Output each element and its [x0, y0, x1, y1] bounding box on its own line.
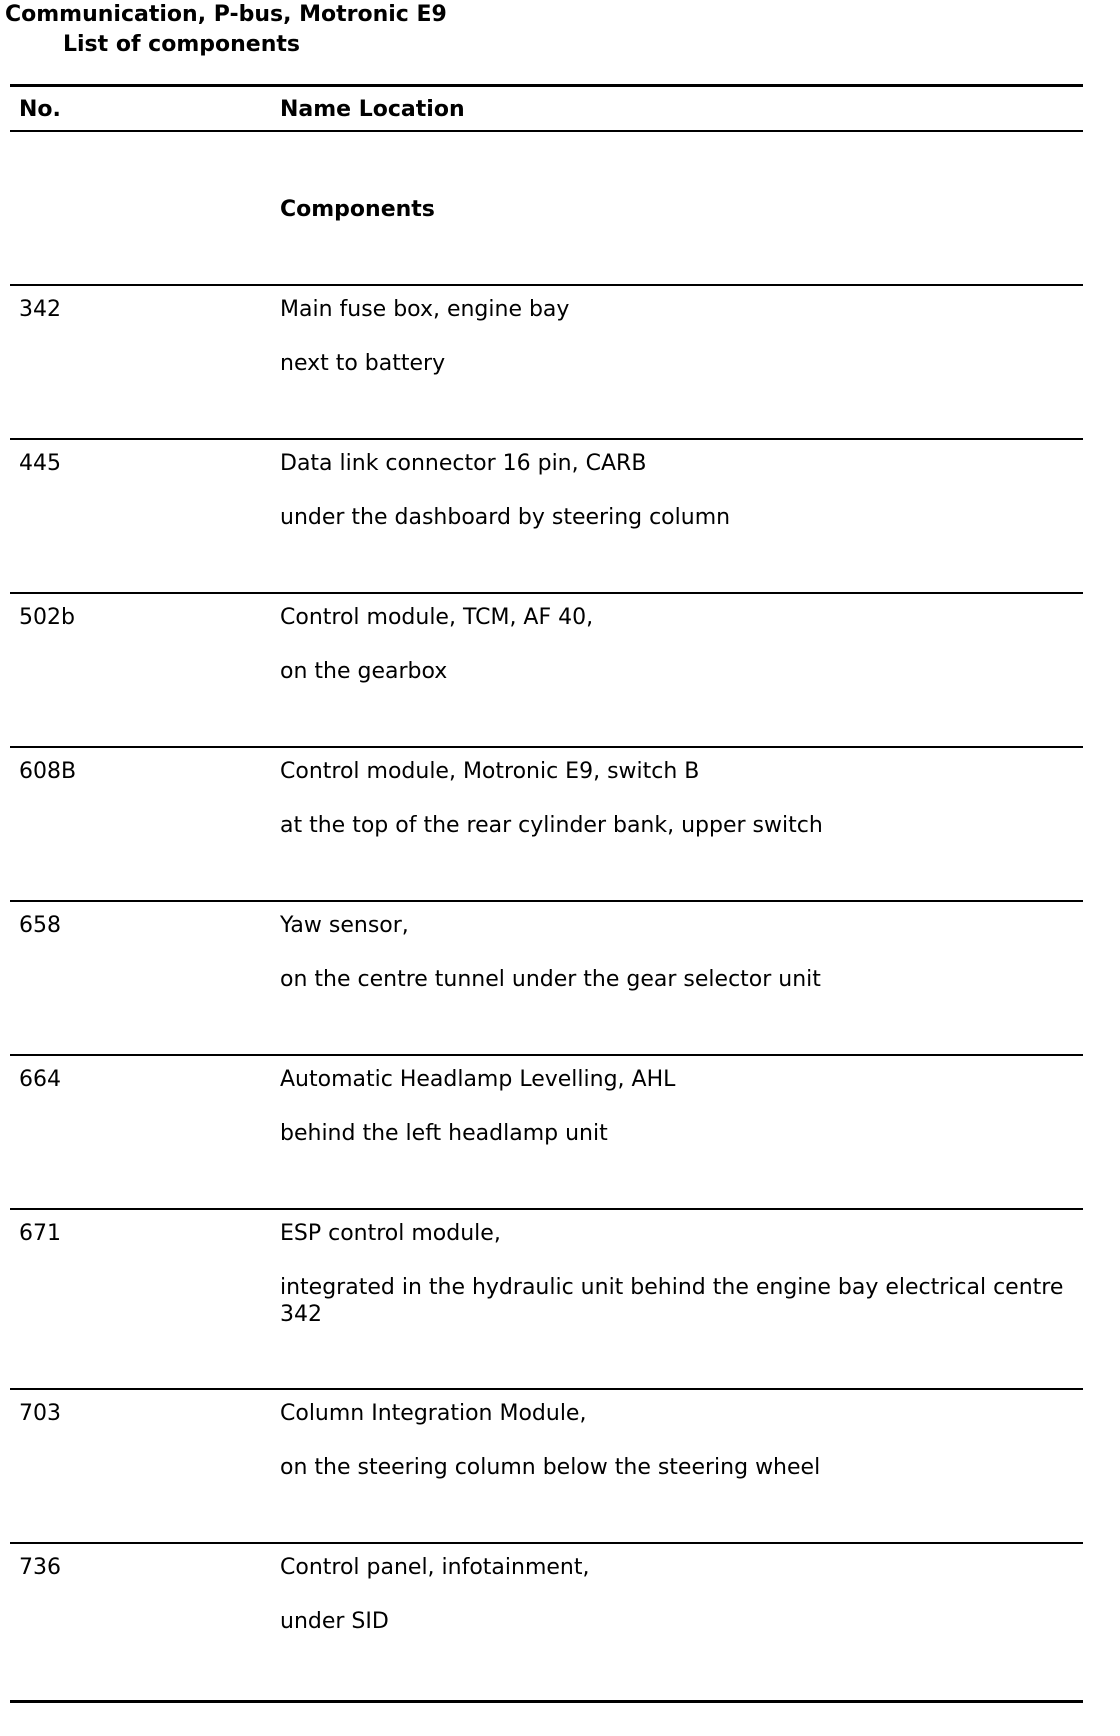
row-name: Automatic Headlamp Levelling, AHL [280, 1067, 676, 1092]
row-number: 502b [19, 605, 75, 630]
row-name: Data link connector 16 pin, CARB [280, 451, 647, 476]
row-divider [10, 284, 1083, 286]
row-name: Control module, Motronic E9, switch B [280, 759, 700, 784]
row-divider [10, 900, 1083, 902]
row-divider [10, 1208, 1083, 1210]
row-name: Column Integration Module, [280, 1401, 587, 1426]
row-name: ESP control module, [280, 1221, 501, 1246]
row-location: on the gearbox [280, 659, 448, 684]
row-location: next to battery [280, 351, 446, 376]
row-number: 736 [19, 1555, 61, 1580]
row-divider [10, 1054, 1083, 1056]
row-location: integrated in the hydraulic unit behind the engine bay electrical centre 342 [280, 1275, 1064, 1327]
row-divider [10, 746, 1083, 748]
row-location: behind the left headlamp unit [280, 1121, 608, 1146]
row-divider [10, 438, 1083, 440]
row-name: Main fuse box, engine bay [280, 297, 570, 322]
row-number: 703 [19, 1401, 61, 1426]
row-location: on the steering column below the steering wheel [280, 1455, 821, 1480]
row-number: 342 [19, 297, 61, 322]
row-location: under the dashboard by steering column [280, 505, 731, 530]
row-number: 671 [19, 1221, 61, 1246]
row-divider [10, 1542, 1083, 1544]
row-divider [10, 1388, 1083, 1390]
document-subtitle: List of components [63, 32, 300, 57]
document-title: Communication, P-bus, Motronic E9 [5, 2, 447, 27]
row-location: under SID [280, 1609, 389, 1634]
section-title: Components [280, 197, 435, 222]
row-number: 664 [19, 1067, 61, 1092]
table-top-rule [10, 84, 1083, 87]
row-name: Yaw sensor, [280, 913, 409, 938]
header-number: No. [19, 97, 61, 122]
row-divider [10, 592, 1083, 594]
table-bottom-rule [10, 1700, 1083, 1703]
header-bottom-rule [10, 130, 1083, 132]
row-number: 658 [19, 913, 61, 938]
row-number: 445 [19, 451, 61, 476]
header-name-location: Name Location [280, 97, 465, 122]
row-location: at the top of the rear cylinder bank, upper switch [280, 813, 823, 838]
row-name: Control module, TCM, AF 40, [280, 605, 594, 630]
row-name: Control panel, infotainment, [280, 1555, 590, 1580]
row-location: on the centre tunnel under the gear selector unit [280, 967, 821, 992]
row-number: 608B [19, 759, 77, 784]
